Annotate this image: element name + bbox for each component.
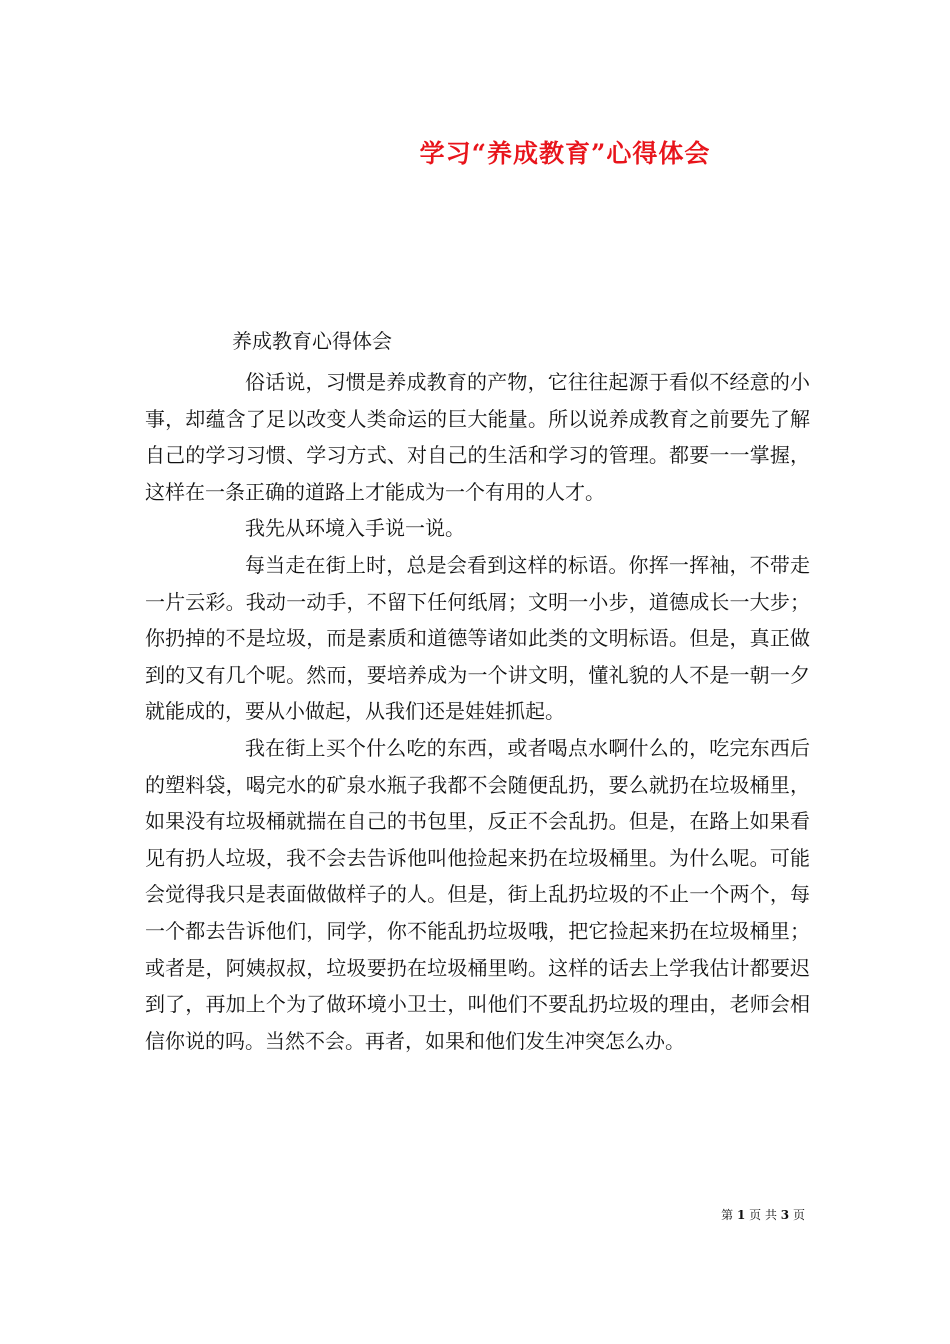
page-prefix: 第	[721, 1208, 734, 1222]
paragraph-1: 俗话说，习惯是养成教育的产物，它往往起源于看似不经意的小事，却蕴含了足以改变人类命运的巨大能量。所以说养成教育之前要先了解自己的学习习惯、学习方式、对自己的生活和学习的管理。都要一一掌握，这样在一条正确的道路上才能成为一个有用的人才。	[145, 370, 810, 504]
page-middle: 页 共	[749, 1208, 777, 1222]
document-title: 学习“养成教育”心得体会	[419, 139, 711, 168]
paragraph-2: 我先从环境入手说一说。	[245, 516, 465, 541]
paragraph-3: 每当走在街上时，总是会看到这样的标语。你挥一挥袖，不带走一片云彩。我动一动手，不留下任何纸屑；文明一小步，道德成长一大步；你扔掉的不是垃圾，而是素质和道德等诸如此类的文明标语。但是，真正做到的又有几个呢。然而，要培养成为一个讲文明，懂礼貌的人不是一朝一夕就能成的，要从小做起，从我们还是娃娃抓起。	[145, 552, 810, 724]
page-footer	[721, 1206, 805, 1223]
document-body	[145, 364, 810, 1059]
paragraph-4: 我在街上买个什么吃的东西，或者喝点水啊什么的，吃完东西后的塑料袋，喝完水的矿泉水瓶子我都不会随便乱扔，要么就扔在垃圾桶里，如果没有垃圾桶就揣在自己的书包里，反正不会乱扔。但是，在路上如果看见有扔人垃圾，我不会去告诉他叫他捡起来扔在垃圾桶里。为什么呢。可能会觉得我只是表面做做样子的人。但是，街上乱扔垃圾的不止一个两个，每一个都去告诉他们，同学，你不能乱扔垃圾哦，把它捡起来扔在垃圾桶里；或者是，阿姨叔叔，垃圾要扔在垃圾桶里哟。这样的话去上学我估计都要迟到了，再加上个为了做环境小卫士，叫他们不要乱扔垃圾的理由，老师会相信你说的吗。当然不会。再者，如果和他们发生冲突怎么办。	[145, 735, 810, 1053]
page-total: 3	[780, 1208, 790, 1222]
document-subtitle: 养成教育心得体会	[232, 329, 392, 353]
page-current: 1	[736, 1208, 746, 1222]
page-suffix: 页	[792, 1208, 805, 1222]
